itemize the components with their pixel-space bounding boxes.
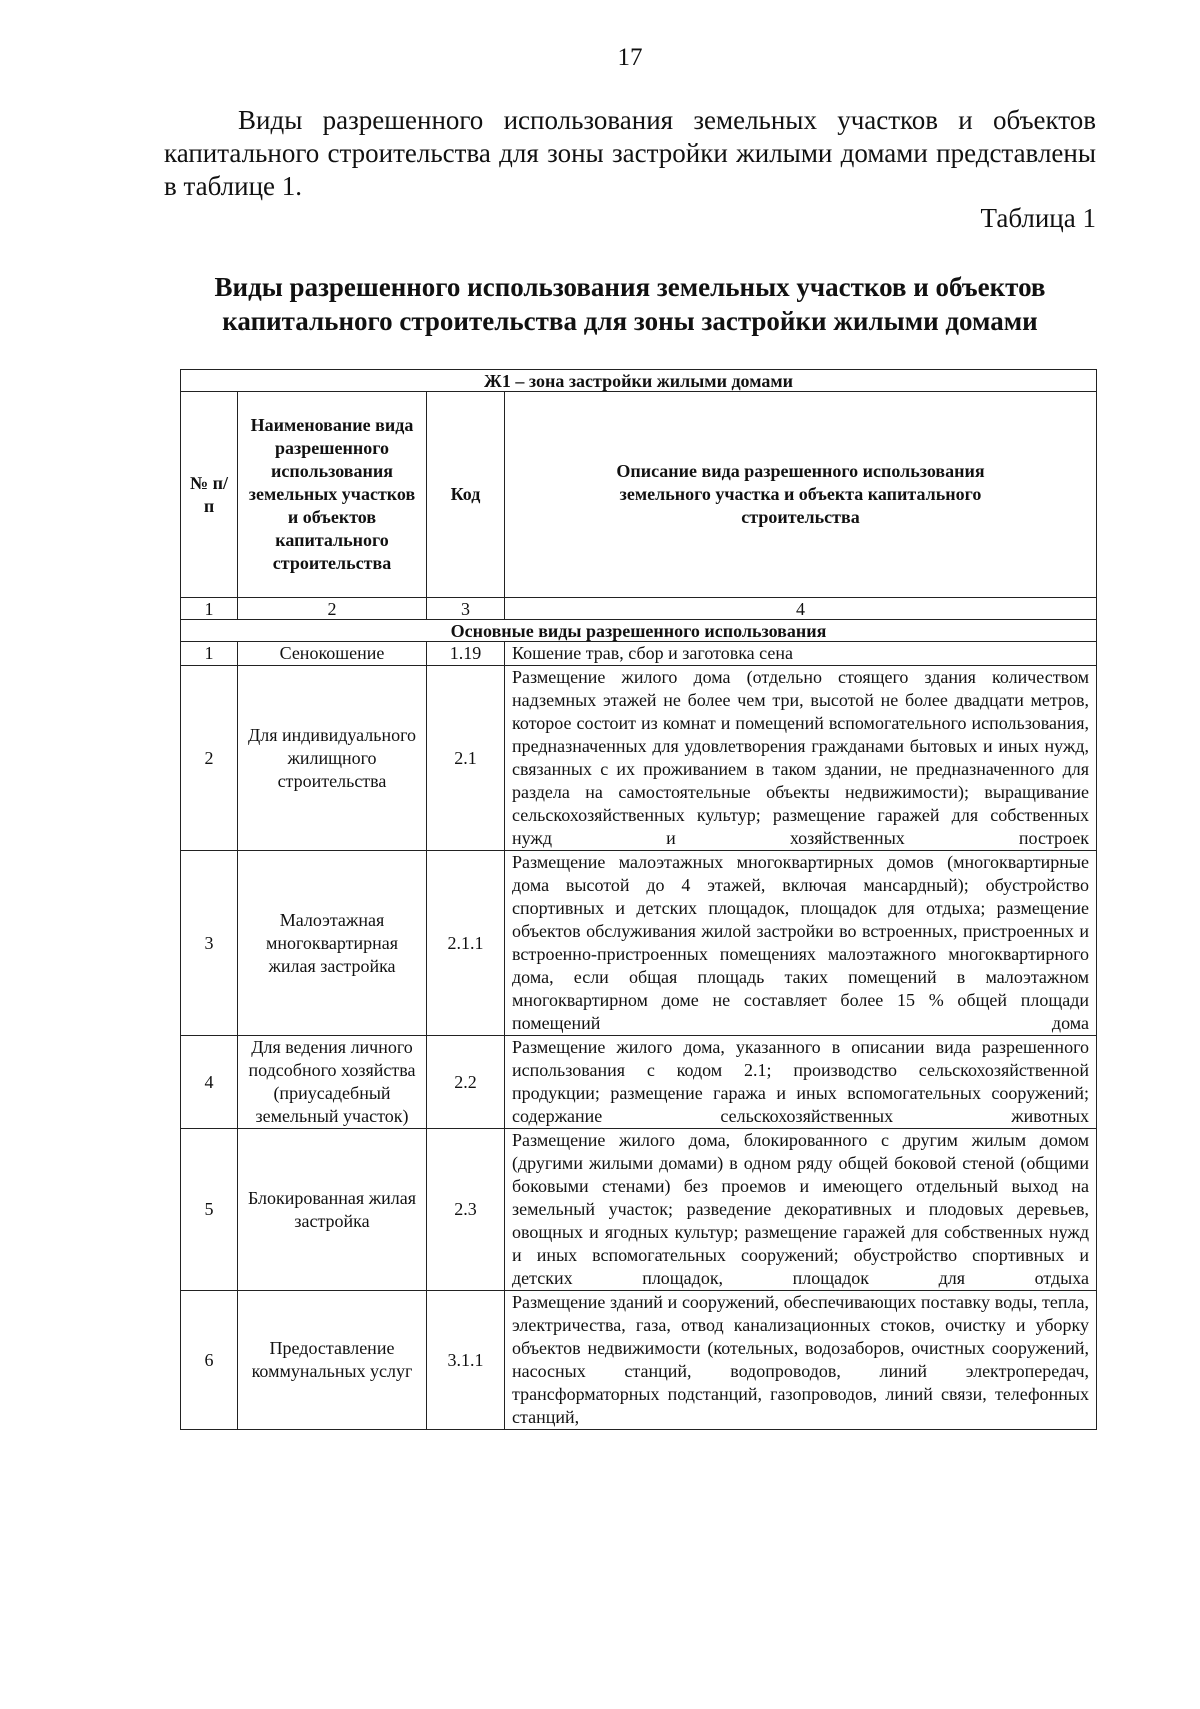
column-number: 4 — [505, 598, 1097, 620]
row-name: Малоэтажная многоквартирная жилая застройка — [238, 851, 427, 1036]
table-row — [181, 851, 1097, 1036]
row-description: Размещение малоэтажных многоквартирных домов (многоквартирные дома высотой до 4 этажей, включая мансардный); обустройство спортивных и детских площадок, площадок для отдыха; размещение объектов обслуживания жилой застройки во встроенных, пристроенных и встроенно-пристроенных помещениях малоэтажного многоквартирного дома, если общая площадь таких помещений в малоэтажном многоквартирном доме не составляет более 15 % общей площади помещений дома — [505, 851, 1097, 1036]
row-description: Размещение жилого дома (отдельно стоящего здания количеством надземных этажей не более чем три, высотой не более двадцати метров, которое состоит из комнат и помещений вспомогательного использования, предназначенных для удовлетворения гражданами бытовых и иных нужд, связанных с их проживанием в таком здании, не предназначенного для раздела на самостоятельные объекты недвижимости); выращивание сельскохозяйственных культур; размещение гаражей для собственных нужд и хозяйственных построек — [505, 666, 1097, 851]
header-code: Код — [427, 392, 505, 598]
table-row — [181, 1036, 1097, 1129]
table-caption: Таблица 1 — [980, 203, 1096, 233]
row-number: 1 — [181, 642, 238, 666]
column-number: 1 — [181, 598, 238, 620]
row-code: 2.1 — [427, 666, 505, 851]
row-name: Сенокошение — [238, 642, 427, 666]
row-code: 3.1.1 — [427, 1291, 505, 1430]
table-row — [181, 1291, 1097, 1430]
section-header-row — [181, 620, 1097, 642]
row-code: 1.19 — [427, 642, 505, 666]
page-number: 17 — [617, 44, 643, 71]
section-header: Основные виды разрешенного использования — [181, 620, 1097, 642]
header-name: Наименование вида разрешенного использования земельных участков и объектов капитального строительства — [238, 392, 427, 598]
row-name: Предоставление коммунальных услуг — [238, 1291, 427, 1430]
column-header-row — [181, 392, 1097, 598]
zone-header: Ж1 – зона застройки жилыми домами — [181, 370, 1097, 392]
row-description: Размещение зданий и сооружений, обеспечивающих поставку воды, тепла, электричества, газа, отвод канализационных стоков, очистку и уборку объектов недвижимости (котельных, водозаборов, очистных сооружений, насосных станций, водопроводов, линий электропередач, трансформаторных подстанций, газопроводов, линий связи, телефонных станций, — [505, 1291, 1097, 1430]
header-desc: Описание вида разрешенного использования земельного участка и объекта капитального строительства — [505, 392, 1097, 598]
row-number: 4 — [181, 1036, 238, 1129]
row-name: Для индивидуального жилищного строительства — [238, 666, 427, 851]
row-description: Кошение трав, сбор и заготовка сена — [505, 642, 1097, 666]
row-code: 2.2 — [427, 1036, 505, 1129]
row-description: Размещение жилого дома, блокированного с другим жилым домом (другими жилыми домами) в одном ряду общей боковой стеной (общими боковыми стенами) без проемов и имеющего отдельный выход на земельный участок; разведение декоративных и плодовых деревьев, овощных и ягодных культур; размещение гаражей для собственных нужд и иных вспомогательных сооружений; обустройство спортивных и детских площадок, площадок для отдыха — [505, 1129, 1097, 1291]
column-number: 3 — [427, 598, 505, 620]
table-row — [181, 642, 1097, 666]
column-number: 2 — [238, 598, 427, 620]
row-name: Для ведения личного подсобного хозяйства (приусадебный земельный участок) — [238, 1036, 427, 1129]
column-number-row — [181, 598, 1097, 620]
row-number: 3 — [181, 851, 238, 1036]
table-row — [181, 1129, 1097, 1291]
row-code: 2.3 — [427, 1129, 505, 1291]
header-num: № п/п — [181, 392, 238, 598]
table-title: Виды разрешенного использования земельных участков и объектов капитального строительства для зоны застройки жилыми домами — [214, 272, 1046, 336]
row-number: 5 — [181, 1129, 238, 1291]
row-name: Блокированная жилая застройка — [238, 1129, 427, 1291]
row-number: 2 — [181, 666, 238, 851]
row-description: Размещение жилого дома, указанного в описании вида разрешенного использования с кодом 2.1; производство сельскохозяйственной продукции; размещение гаража и иных вспомогательных сооружений; содержание сельскохозяйственных животных — [505, 1036, 1097, 1129]
row-number: 6 — [181, 1291, 238, 1430]
zone-header-row — [181, 370, 1097, 392]
table-row — [181, 666, 1097, 851]
permitted-use-table — [180, 369, 1097, 1430]
row-code: 2.1.1 — [427, 851, 505, 1036]
intro-paragraph: Виды разрешенного использования земельных участков и объектов капитального строительства для зоны застройки жилыми домами представлены в таблице 1. — [164, 105, 1096, 201]
